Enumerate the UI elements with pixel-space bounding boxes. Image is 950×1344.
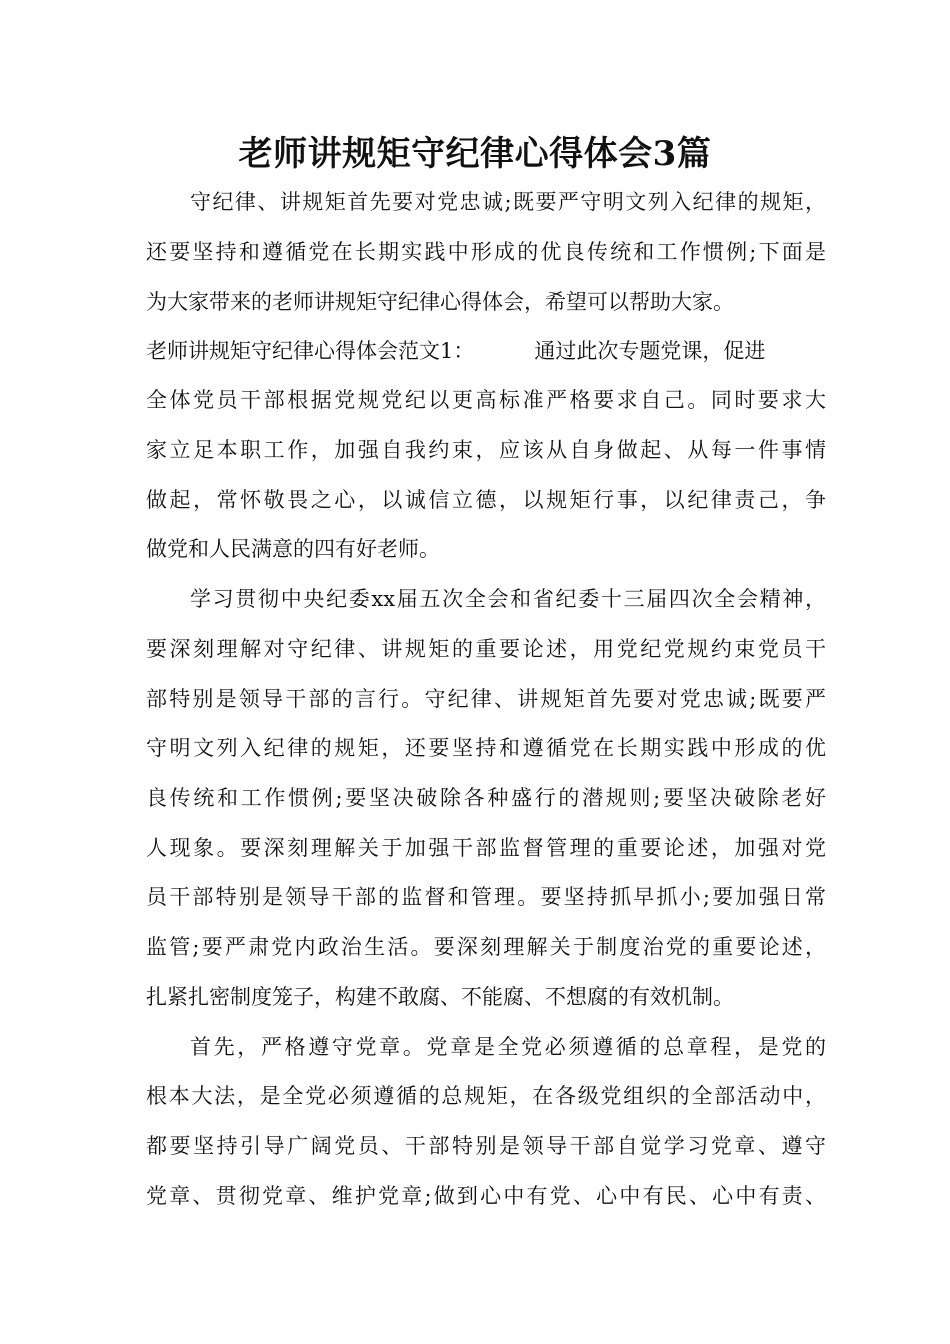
paragraph2-line: 监管;要严肃党内政治生活。要深刻理解关于制度治党的重要论述， (146, 935, 826, 959)
paragraph2-line: 扎紧扎密制度笼子，构建不敢腐、不能腐、不想腐的有效机制。 (146, 985, 734, 1009)
section1-line: 全体党员干部根据党规党纪以更高标准严格要求自己。同时要求大 (146, 388, 826, 412)
section1-line: 家立足本职工作，加强自我约束，应该从自身做起、从每一件事情 (146, 438, 826, 462)
section-lead-text: 通过此次专题党课，促进 (534, 339, 766, 363)
intro-line: 为大家带来的老师讲规矩守纪律心得体会，希望可以帮助大家。 (146, 290, 734, 314)
paragraph2-line: 要深刻理解对守纪律、讲规矩的重要论述，用党纪党规约束党员干 (146, 637, 826, 661)
section-heading-line (146, 326, 826, 376)
paragraph2-line: 守明文列入纪律的规矩，还要坚持和遵循党在长期实践中形成的优 (146, 736, 826, 760)
paragraph3-line: 党章、贯彻党章、维护党章;做到心中有党、心中有民、心中有责、 (146, 1184, 826, 1208)
intro-line: 守纪律、讲规矩首先要对党忠诚;既要严守明文列入纪律的规矩， (190, 190, 826, 214)
section-heading: 老师讲规矩守纪律心得体会范文1： (146, 339, 475, 363)
paragraph2-line: 员干部特别是领导干部的监督和管理。要坚持抓早抓小;要加强日常 (146, 885, 826, 909)
paragraph2-line: 人现象。要深刻理解关于加强干部监督管理的重要论述，加强对党 (146, 836, 826, 860)
paragraph2-line: 良传统和工作惯例;要坚决破除各种盛行的潜规则;要坚决破除老好 (146, 786, 826, 810)
section1-line: 做党和人民满意的四有好老师。 (146, 537, 440, 561)
paragraph3-line: 根本大法，是全党必须遵循的总规矩，在各级党组织的全部活动中， (146, 1084, 826, 1108)
paragraph3-line: 首先，严格遵守党章。党章是全党必须遵循的总章程，是党的 (190, 1035, 826, 1059)
document-title: 老师讲规矩守纪律心得体会3篇 (238, 134, 712, 174)
paragraph3-line: 都要坚持引导广阔党员、干部特别是领导干部自觉学习党章、遵守 (146, 1134, 826, 1158)
paragraph2-line: 部特别是领导干部的言行。守纪律、讲规矩首先要对党忠诚;既要严 (146, 687, 826, 711)
paragraph2-line: 学习贯彻中央纪委xx届五次全会和省纪委十三届四次全会精神， (190, 587, 826, 611)
intro-line: 还要坚持和遵循党在长期实践中形成的优良传统和工作惯例;下面是 (146, 240, 826, 264)
section1-line: 做起，常怀敬畏之心，以诚信立德，以规矩行事，以纪律责己，争 (146, 488, 826, 512)
